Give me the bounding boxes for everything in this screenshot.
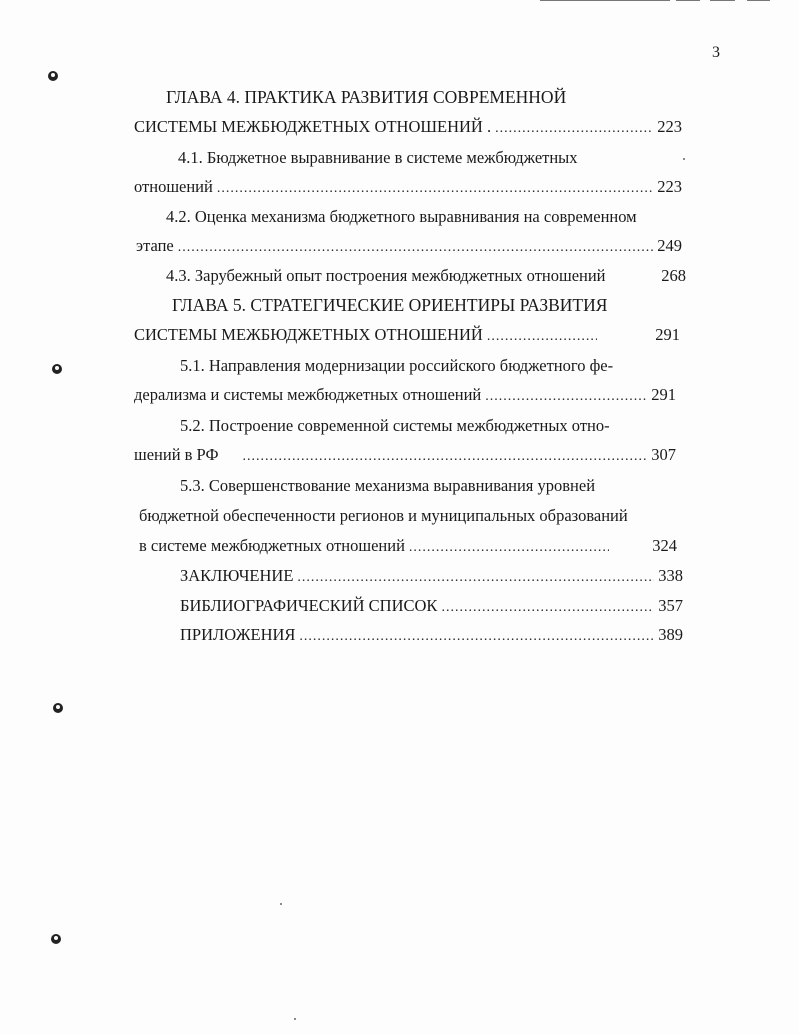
toc-entry-bibliography[interactable]	[180, 596, 683, 618]
section-5-1-line-1: 5.1. Направления модернизации российского бюджетного фе-	[180, 356, 614, 375]
toc-entry-chapter-5[interactable]	[134, 325, 680, 347]
toc-entry-chapter-4[interactable]	[134, 117, 682, 139]
binder-hole-icon	[51, 934, 61, 944]
section-5-2-line-1: 5.2. Построение современной системы межбюджетных отно-	[180, 416, 610, 435]
section-4-2-page: 249	[657, 236, 682, 255]
dot-leader	[487, 327, 597, 347]
section-5-2-line-2: шений в РФ	[134, 445, 219, 464]
section-5-3-line-1: 5.3. Совершенствование механизма выравнивания уровней	[180, 476, 596, 495]
scan-speck	[294, 1018, 296, 1020]
toc-entry-section-5-1[interactable]	[134, 385, 676, 407]
appendices-page: 389	[658, 625, 683, 644]
section-5-3-line-3: в системе межбюджетных отношений	[139, 536, 405, 555]
section-5-2-page: 307	[651, 445, 676, 464]
toc-entry-conclusion[interactable]	[180, 566, 683, 588]
section-4-3-page: 268	[661, 266, 686, 285]
section-5-1-page: 291	[651, 385, 676, 404]
toc-entry-section-4-2[interactable]	[136, 236, 682, 258]
dot-leader	[441, 598, 654, 618]
toc-entry-section-5-2[interactable]	[134, 445, 676, 467]
dot-leader	[217, 179, 653, 199]
section-4-1-line-1: 4.1. Бюджетное выравнивание в системе межбюджетных	[178, 148, 578, 167]
chapter-5-title-line-2: СИСТЕМЫ МЕЖБЮДЖЕТНЫХ ОТНОШЕНИЙ	[134, 325, 483, 344]
toc-entry-appendices[interactable]	[180, 625, 683, 647]
chapter-5-page: 291	[655, 325, 680, 344]
scan-speck	[280, 903, 282, 905]
binder-hole-icon	[53, 703, 63, 713]
section-4-2-line-2: этапе	[136, 236, 174, 255]
section-4-3-text: 4.3. Зарубежный опыт построения межбюджетных отношений	[166, 266, 606, 285]
dot-leader	[297, 568, 654, 588]
dot-leader	[495, 119, 653, 139]
dot-leader	[178, 238, 653, 258]
binder-hole-icon	[52, 364, 62, 374]
dot-leader	[243, 447, 648, 467]
section-5-1-line-2: дерализма и системы межбюджетных отношений	[134, 385, 482, 404]
appendices-label: ПРИЛОЖЕНИЯ	[180, 625, 296, 644]
section-5-3-line-2: бюджетной обеспеченности регионов и муниципальных образований	[139, 506, 628, 525]
dot-leader	[485, 387, 647, 407]
toc-entry-section-4-3[interactable]	[166, 266, 686, 286]
toc-entry-section-4-1[interactable]	[134, 177, 682, 199]
chapter-4-title-line-2: СИСТЕМЫ МЕЖБЮДЖЕТНЫХ ОТНОШЕНИЙ .	[134, 117, 492, 136]
scan-speck	[683, 158, 685, 160]
bibliography-label: БИБЛИОГРАФИЧЕСКИЙ СПИСОК	[180, 596, 438, 615]
top-edge-line	[540, 0, 770, 3]
binder-hole-icon	[48, 71, 58, 81]
chapter-4-title-line-1: ГЛАВА 4. ПРАКТИКА РАЗВИТИЯ СОВРЕМЕННОЙ	[166, 87, 567, 107]
dot-leader	[409, 538, 609, 558]
section-4-1-line-2: отношений	[134, 177, 213, 196]
conclusion-page: 338	[658, 566, 683, 585]
conclusion-label: ЗАКЛЮЧЕНИЕ	[180, 566, 294, 585]
dot-leader	[299, 627, 654, 647]
bibliography-page: 357	[658, 596, 683, 615]
section-4-1-page: 223	[657, 177, 682, 196]
chapter-4-page: 223	[657, 117, 682, 136]
chapter-5-title-line-1: ГЛАВА 5. СТРАТЕГИЧЕСКИЕ ОРИЕНТИРЫ РАЗВИТИЯ	[172, 295, 608, 315]
section-5-3-page: 324	[652, 536, 677, 555]
toc-entry-section-5-3[interactable]	[139, 536, 677, 558]
section-4-2-line-1: 4.2. Оценка механизма бюджетного выравнивания на современном	[166, 207, 637, 226]
page-number: 3	[712, 44, 720, 61]
